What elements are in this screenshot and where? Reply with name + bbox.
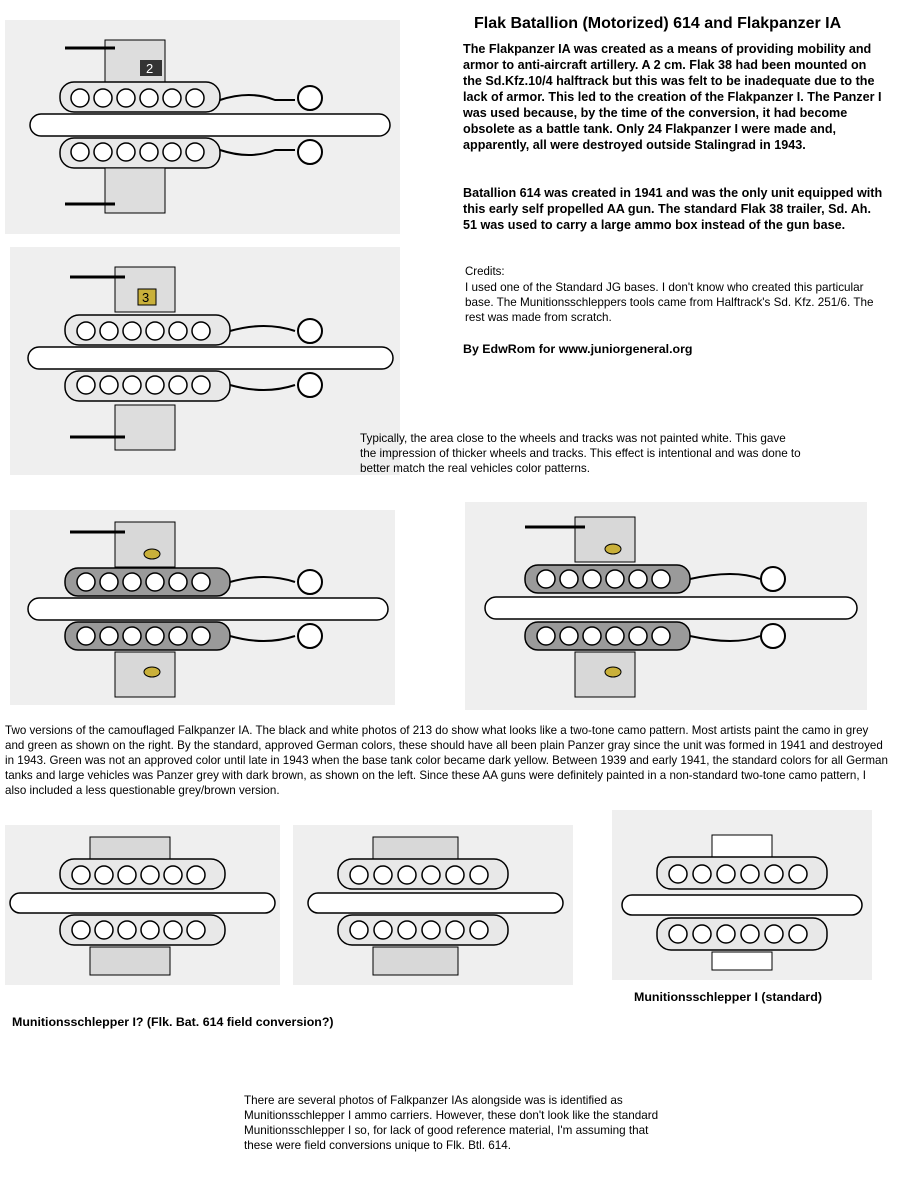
flakpanzer-camo-brown — [10, 510, 395, 705]
munitionsschlepper-sprite-2 — [293, 825, 573, 985]
credits-heading: Credits: — [465, 266, 505, 278]
caption-field-conversion: Munitionsschlepper I? (Flk. Bat. 614 field conversion?) — [12, 1015, 334, 1029]
credits-text: I used one of the Standard JG bases. I don't know who created this particular base. The Munitionsschleppers tools came from Halftrack's Sd. Kfz. 251/6. The rest was made from scratch. — [465, 281, 874, 324]
camo-panel-left — [10, 510, 395, 705]
flakpanzer-sprite-b — [10, 247, 400, 475]
flakpanzer-sprite-a — [5, 20, 400, 234]
marking-number-a: 2 — [146, 61, 154, 76]
munitions-panel-2 — [293, 825, 573, 985]
credits-signature: By EdwRom for www.juniorgeneral.org — [463, 342, 693, 356]
photos-note: There are several photos of Falkpanzer IAs alongside was is identified as Munitionsschlepper I ammo carriers. However, these don't look like the standard Munitionsschlepper I so, for lack of good reference material, I'm assuming that these were field conversions unique to Flk. Btl. 614. — [244, 1094, 659, 1152]
wheels-note: Typically, the area close to the wheels and tracks was not painted white. This gave the impression of thicker wheels and tracks. This effect is intentional and was done to better match the real vehicles color patterns. — [360, 432, 801, 475]
camo-panel-right — [465, 502, 867, 710]
munitions-panel-1 — [5, 825, 280, 985]
intro-paragraph-2: Batallion 614 was created in 1941 and was the only unit equipped with this early self propelled AA gun. The standard Flak 38 trailer, Sd. Ah. 51 was used to carry a large ammo box instead of the gun base. — [463, 186, 883, 232]
flakpanzer-camo-green — [465, 502, 867, 710]
caption-standard: Munitionsschlepper I (standard) — [634, 990, 822, 1004]
munitionsschlepper-sprite-standard — [612, 810, 872, 980]
munitions-panel-3 — [612, 810, 872, 980]
page-title: Flak Batallion (Motorized) 614 and Flakpanzer IA — [474, 15, 842, 32]
intro-paragraph-1: The Flakpanzer IA was created as a means of providing mobility and armor to anti-aircraft artillery. A 2 cm. Flak 38 had been mounted on the Sd.Kfz.10/4 halftrack but this was felt to be inadequate due to the lack of armor. This led to the creation of the Flakpanzer I. The Panzer I was used because, by the time of the conversion, it had become obsolete as a battle tank. Only 24 Flakpanzer I were made and, apparently, all were destroyed outside Stalingrad in 1943. — [463, 42, 882, 152]
vehicle-panel-b — [10, 247, 400, 475]
camo-note: Two versions of the camouflaged Falkpanzer IA. The black and white photos of 213 do show what looks like a two-tone camo pattern. Most artists paint the camo in grey and green as shown on the right. By the standard, approved German colors, these should have all been plain Panzer gray since the unit was formed in 1941 and destroyed in 1943. Green was not an approved color until late in 1943 when the base tank color became dark yellow. Between 1939 and early 1941, the standard colors for all German tanks and large vehicles was Panzer grey with dark brown, as shown on the left. Since these AA guns were definitely painted in a non-standard two-tone camo pattern, I also included a less questionable grey/brown version. — [5, 724, 888, 797]
munitionsschlepper-sprite-1 — [5, 825, 280, 985]
marking-number-b: 3 — [142, 290, 150, 305]
vehicle-panel-a — [5, 20, 400, 234]
